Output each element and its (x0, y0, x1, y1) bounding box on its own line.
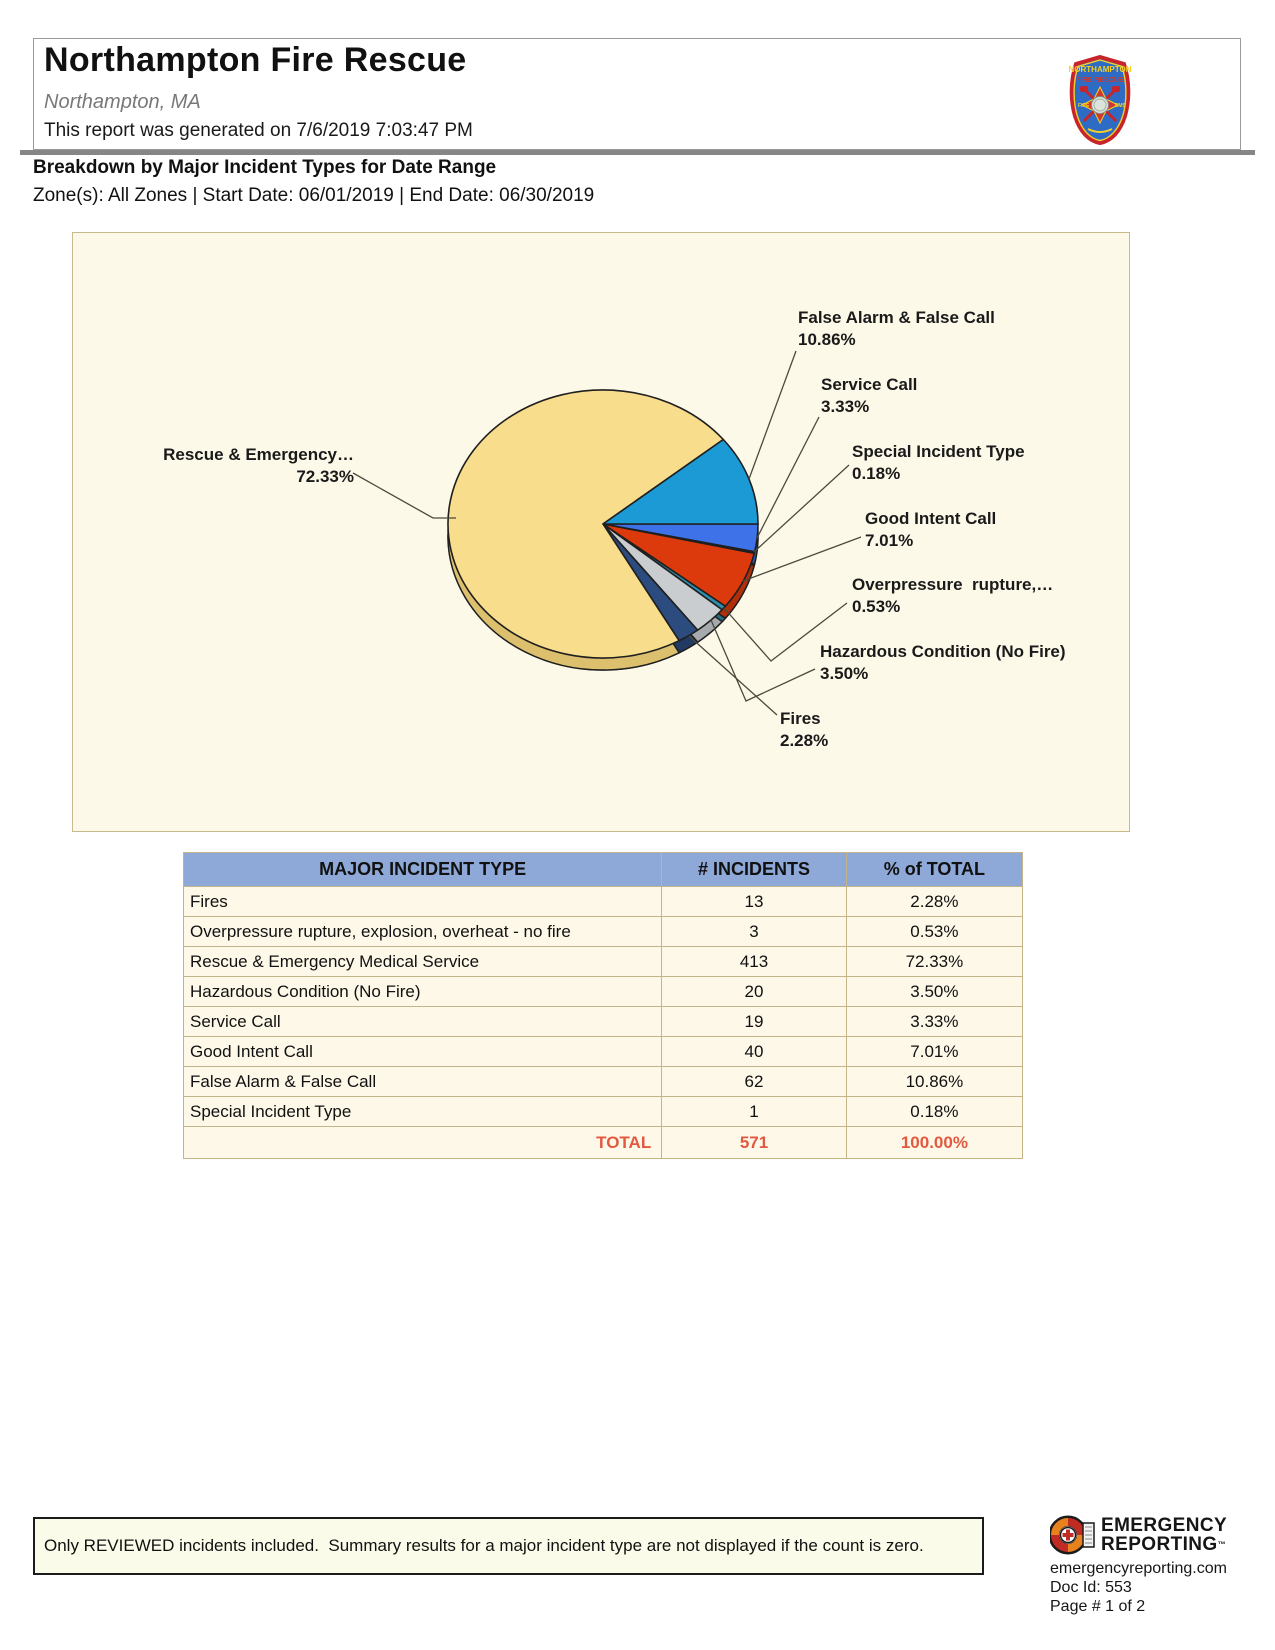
pie-label-percent: 0.18% (852, 464, 901, 483)
pie-label-percent: 7.01% (865, 531, 914, 550)
incident-count-cell: 19 (662, 1007, 847, 1037)
emergency-reporting-brand (1050, 1514, 1260, 1616)
trademark-symbol: ™ (1217, 1540, 1226, 1549)
pie-label-good-intent-call (865, 508, 996, 552)
pie-label-text: Good Intent Call (865, 509, 997, 528)
badge-side-left: FIRE (1078, 103, 1090, 109)
pie-label-fires (780, 708, 828, 752)
table-row (184, 947, 1023, 977)
incident-count-cell: 413 (662, 947, 847, 977)
incident-type-cell: Good Intent Call (184, 1037, 662, 1067)
pie-label-text: Service Call (821, 375, 918, 394)
pie-label-percent: 0.53% (852, 597, 901, 616)
incident-pct-cell: 3.33% (846, 1007, 1022, 1037)
incident-pct-cell: 72.33% (846, 947, 1022, 977)
table-row (184, 1097, 1023, 1127)
incident-type-cell: Special Incident Type (184, 1097, 662, 1127)
pie-label-percent: 2.28% (780, 731, 829, 750)
pie-label-service-call (821, 374, 917, 418)
incident-count-cell: 1 (662, 1097, 847, 1127)
badge-text-top: NORTHAMPTON (1068, 65, 1132, 74)
col-header-incidents: # INCIDENTS (662, 853, 847, 887)
pie-label-percent: 10.86% (798, 330, 856, 349)
brand-website: emergencyreporting.com (1050, 1560, 1227, 1577)
incident-count-cell: 62 (662, 1067, 847, 1097)
incident-pct-cell: 10.86% (846, 1067, 1022, 1097)
page-number: Page # 1 of 2 (1050, 1598, 1146, 1615)
incident-type-cell: Fires (184, 887, 662, 917)
incident-type-cell: False Alarm & False Call (184, 1067, 662, 1097)
total-count: 571 (662, 1127, 847, 1159)
leader-line-fires (689, 636, 777, 715)
table-row (184, 1067, 1023, 1097)
pie-label-text: Fires (780, 709, 821, 728)
report-filters: Zone(s): All Zones | Start Date: 06/01/2019 | End Date: 06/30/2019 (33, 185, 595, 206)
incident-count-cell: 13 (662, 887, 847, 917)
table-row (184, 1037, 1023, 1067)
incident-type-cell: Overpressure rupture, explosion, overheat - no fire (184, 917, 662, 947)
pie-label-percent: 3.33% (821, 397, 870, 416)
emergency-reporting-logo-icon (1050, 1514, 1096, 1556)
pie-label-rescue-emergency-medical-service (163, 444, 354, 488)
incident-type-cell: Hazardous Condition (No Fire) (184, 977, 662, 1007)
pie-label-false-alarm-false-call (798, 307, 995, 351)
incident-pct-cell: 0.18% (846, 1097, 1022, 1127)
table-header-row (184, 853, 1023, 887)
footer-note: Only REVIEWED incidents included. Summary results for a major incident type are not displayed if the count is zero. (33, 1517, 984, 1575)
incident-table (183, 852, 1023, 1159)
brand-line2: REPORTING (1101, 1534, 1218, 1555)
badge-text-bottom: FIRE RESCUE (1076, 77, 1124, 84)
document-icon (1083, 1523, 1094, 1547)
pie-label-percent: 72.33% (296, 467, 354, 486)
report-title: Breakdown by Major Incident Types for Date Range (33, 157, 497, 178)
department-name: Northampton Fire Rescue (44, 41, 467, 79)
total-label: TOTAL (184, 1127, 662, 1159)
department-location: Northampton, MA (44, 91, 201, 113)
pie-label-text: Overpressure rupture,… (852, 575, 1054, 594)
incident-pct-cell: 3.50% (846, 977, 1022, 1007)
col-header-pct-total: % of TOTAL (846, 853, 1022, 887)
pie-label-text: False Alarm & False Call (798, 308, 995, 327)
pie-label-special-incident-type (852, 441, 1025, 485)
brand-name (1101, 1516, 1227, 1554)
incident-count-cell: 40 (662, 1037, 847, 1067)
brand-line1: EMERGENCY (1101, 1515, 1228, 1536)
leader-line-service-call (757, 417, 819, 538)
total-pct: 100.00% (846, 1127, 1022, 1159)
table-row (184, 887, 1023, 917)
col-header-incident-type: MAJOR INCIDENT TYPE (184, 853, 662, 887)
incident-count-cell: 20 (662, 977, 847, 1007)
incident-count-cell: 3 (662, 917, 847, 947)
header-divider (20, 150, 1255, 155)
generated-timestamp: This report was generated on 7/6/2019 7:03:47 PM (44, 120, 473, 141)
incident-pct-cell: 0.53% (846, 917, 1022, 947)
department-badge-icon (1064, 55, 1136, 145)
doc-id: Doc Id: 553 (1050, 1579, 1132, 1596)
pie-label-text: Hazardous Condition (No Fire) (820, 642, 1066, 661)
incident-pie-chart (72, 232, 1130, 832)
pie-label-text: Special Incident Type (852, 442, 1025, 461)
incident-pct-cell: 7.01% (846, 1037, 1022, 1067)
leader-line-good-intent-call (743, 537, 861, 581)
leader-line-false-alarm-false-call (749, 351, 796, 479)
table-row (184, 977, 1023, 1007)
report-header (33, 38, 1241, 150)
leader-line-special-incident-type (754, 465, 849, 552)
table-row (184, 1007, 1023, 1037)
incident-pct-cell: 2.28% (846, 887, 1022, 917)
incident-type-cell: Rescue & Emergency Medical Service (184, 947, 662, 977)
table-row (184, 917, 1023, 947)
leader-line-hazardous-condition-no-fire (711, 620, 815, 701)
pie-label-overpressure-rupture-explosion-overheat-no-fire (852, 574, 1053, 618)
incident-type-cell: Service Call (184, 1007, 662, 1037)
pie-label-text: Rescue & Emergency… (163, 445, 354, 464)
pie-label-percent: 3.50% (820, 664, 869, 683)
table-total-row (184, 1127, 1023, 1159)
badge-side-right: EMS (1115, 103, 1126, 109)
pie-label-hazardous-condition-no-fire (820, 641, 1066, 685)
leader-line-rescue-emergency-medical-service (353, 473, 456, 518)
